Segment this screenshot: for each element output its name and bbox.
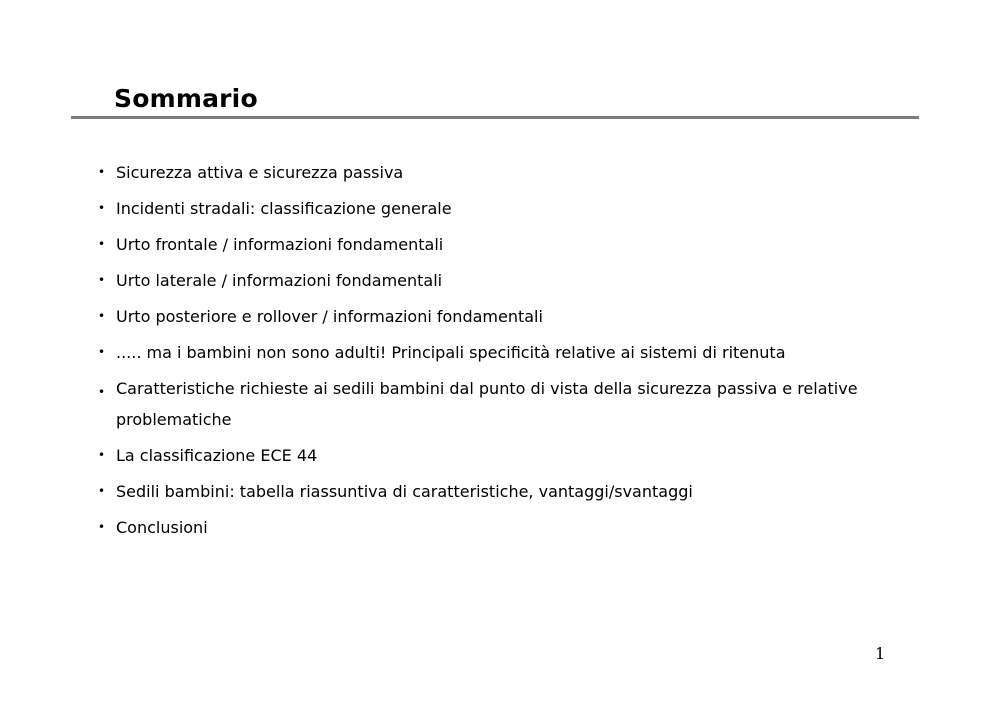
page-number: 1 (875, 644, 886, 663)
list-item-text: Conclusioni (116, 518, 208, 537)
list-item (98, 233, 888, 256)
list-item-text: Urto laterale / informazioni fondamentali (116, 271, 443, 290)
list-item-text: Sedili bambini: tabella riassuntiva di caratteristiche, vantaggi/svantaggi (116, 482, 693, 501)
bullet-icon: • (98, 237, 106, 251)
list-item-text: Sicurezza attiva e sicurezza passiva (116, 163, 404, 182)
list-item (98, 197, 888, 220)
bullet-icon: • (98, 165, 106, 179)
list-item (98, 373, 888, 435)
list-item-text: ..... ma i bambini non sono adulti! Principali specificità relative ai sistemi di ritenuta (116, 343, 786, 362)
bullet-icon: • (98, 385, 106, 399)
bullet-icon: • (98, 273, 106, 287)
bullet-icon: • (98, 520, 106, 534)
list-item-text: Urto frontale / informazioni fondamentali (116, 235, 444, 254)
bullet-icon: • (98, 484, 106, 498)
list-item (98, 305, 888, 328)
list-item (98, 269, 888, 292)
list-item-text: Urto posteriore e rollover / informazioni fondamentali (116, 307, 543, 326)
bullet-icon: • (98, 309, 106, 323)
bullet-icon: • (98, 448, 106, 462)
slide-title: Sommario (114, 84, 258, 113)
list-item (98, 516, 888, 539)
list-item (98, 341, 888, 364)
list-item (98, 444, 888, 467)
bullet-icon: • (98, 201, 106, 215)
list-item-text: Incidenti stradali: classificazione generale (116, 199, 452, 218)
list-item-text: La classificazione ECE 44 (116, 446, 318, 465)
bullet-icon: • (98, 345, 106, 359)
summary-list (98, 161, 888, 552)
title-divider (71, 116, 919, 119)
list-item (98, 161, 888, 184)
list-item-text: Caratteristiche richieste ai sedili bambini dal punto di vista della sicurezza passiva e relative problematiche (116, 379, 858, 429)
list-item (98, 480, 888, 503)
